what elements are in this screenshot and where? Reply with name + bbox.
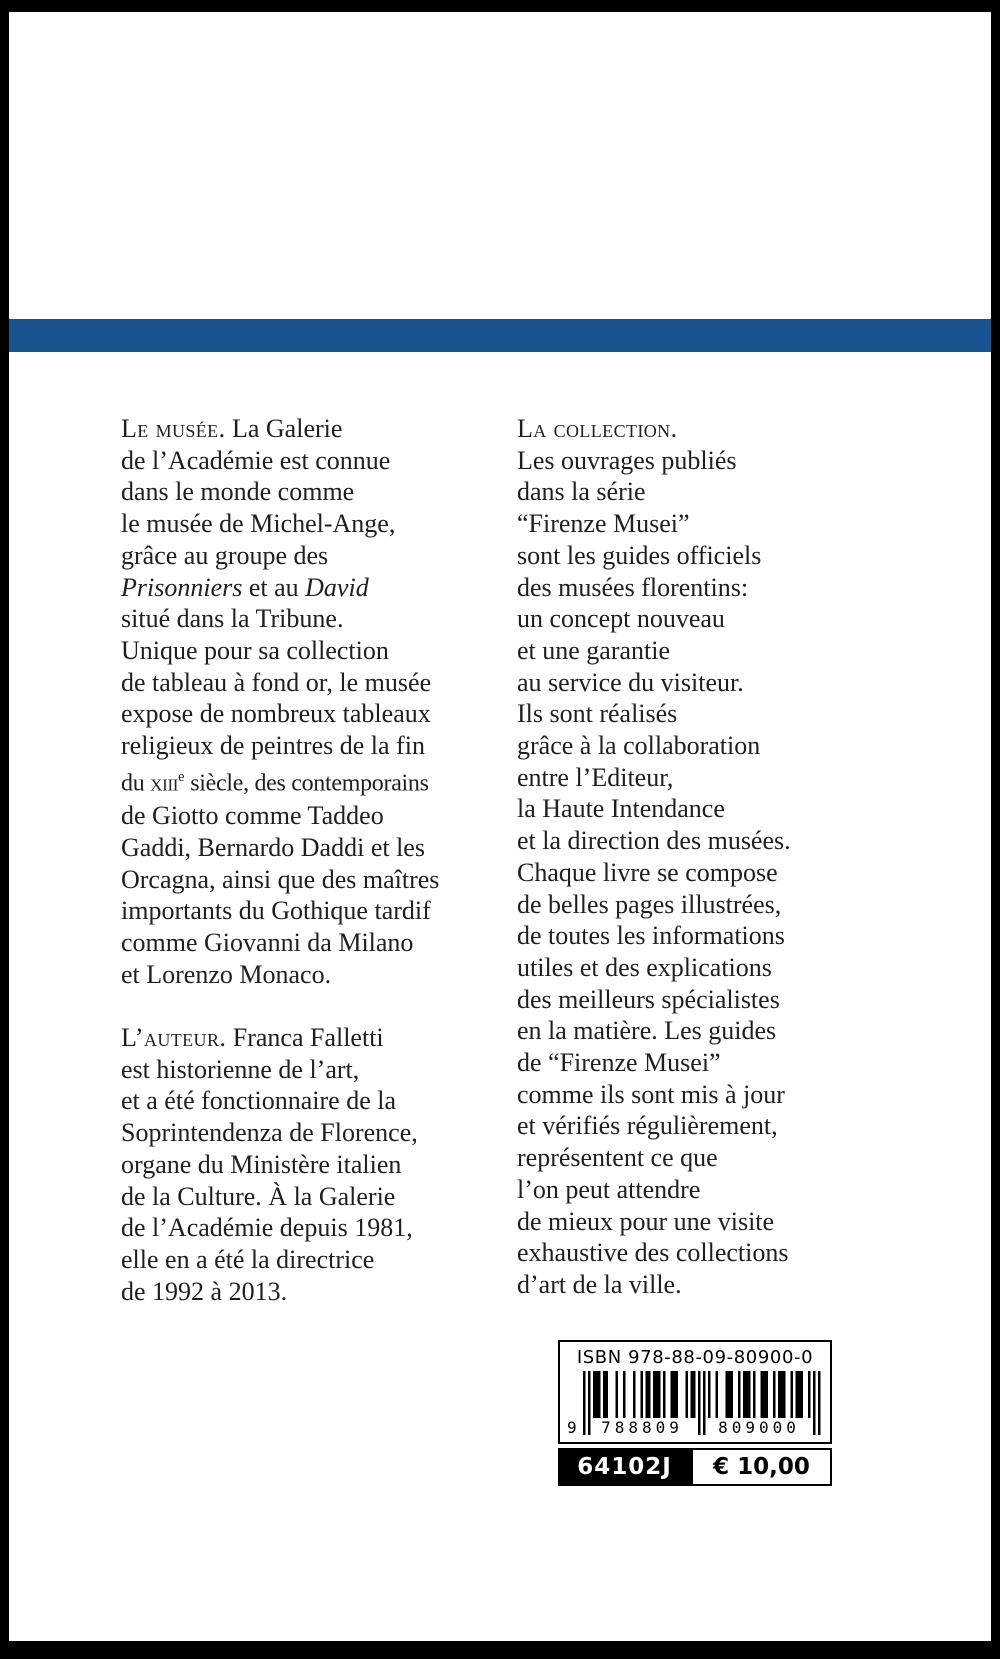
text-line: grâce au groupe des (121, 540, 329, 570)
paragraph-la-collection (517, 413, 857, 1301)
text-line: représentent ce que (517, 1143, 718, 1173)
text-line: Soprintendenza de Florence, (121, 1118, 418, 1148)
text-line: “Firenze Musei” (517, 509, 690, 539)
text-line: en la matière. Les guides (517, 1016, 777, 1046)
text-line: importants du Gothique tardif (121, 896, 431, 926)
right-text-column (517, 413, 857, 1301)
text-line: des musées florentins: (517, 572, 749, 602)
text-line: d’art de la ville. (517, 1269, 682, 1299)
text-line: de “Firenze Musei” (517, 1048, 721, 1078)
paragraph-le-musee (121, 413, 511, 990)
text-line: religieux de peintres de la fin (121, 731, 425, 761)
text-line: de tableau à fond or, le musée (121, 667, 432, 697)
text-line: de mieux pour une visite (517, 1206, 775, 1236)
text-line: de belles pages illustrées, (517, 889, 782, 919)
text-line: et a été fonctionnaire de la (121, 1086, 397, 1116)
price-row (558, 1448, 832, 1486)
text-line: Prisonniers et au David (121, 572, 369, 602)
text-line: Chaque livre se compose (517, 857, 778, 887)
text-line: elle en a été la directrice (121, 1244, 375, 1274)
text-line: utiles et des explications (517, 952, 772, 982)
text-line: situé dans la Tribune. (121, 604, 344, 634)
barcode-digits-left: 788809 (591, 1418, 693, 1437)
paragraph-l-auteur (121, 1022, 511, 1307)
barcode-digit-first: 9 (567, 1418, 577, 1437)
ean13-barcode (569, 1371, 821, 1435)
text-line: exhaustive des collections (517, 1238, 789, 1268)
text-line: est historienne de l’art, (121, 1054, 360, 1084)
left-text-column (121, 413, 511, 1307)
text-line: de l’Académie est connue (121, 445, 391, 475)
text-line: dans le monde comme (121, 477, 355, 507)
text-line: et vérifiés régulièrement, (517, 1111, 778, 1141)
text-line: sont les guides officiels (517, 540, 762, 570)
text-line: Orcagna, ainsi que des maîtres (121, 864, 440, 894)
text-line: L’auteur. Franca Falletti (121, 1023, 384, 1052)
isbn-number: ISBN 978-88-09-80900-0 (576, 1347, 814, 1368)
text-line: Gaddi, Bernardo Daddi et les (121, 832, 425, 862)
text-line: Unique pour sa collection (121, 635, 389, 665)
text-line: expose de nombreux tableaux (121, 699, 431, 729)
text-line: des meilleurs spécialistes (517, 984, 780, 1014)
text-line: au service du visiteur. (517, 667, 744, 697)
text-line: La collection. (517, 414, 678, 443)
text-line: entre l’Editeur, (517, 762, 674, 792)
text-line: de l’Académie depuis 1981, (121, 1213, 413, 1243)
text-line: organe du Ministère italien (121, 1149, 402, 1179)
edition-code-label: 64102J (558, 1448, 691, 1486)
text-line: Ils sont réalisés (517, 699, 678, 729)
price-label: € 10,00 (691, 1448, 832, 1486)
isbn-barcode-box (558, 1340, 832, 1444)
text-line: le musée de Michel-Ange, (121, 509, 396, 539)
text-line: et la direction des musées. (517, 826, 791, 856)
text-line: comme ils sont mis à jour (517, 1079, 785, 1109)
book-back-cover (9, 12, 991, 1641)
text-line: un concept nouveau (517, 604, 725, 634)
text-line: et Lorenzo Monaco. (121, 959, 332, 989)
text-line: de toutes les informations (517, 921, 785, 951)
text-line: et une garantie (517, 635, 671, 665)
blue-stripe (9, 319, 991, 352)
text-line: dans la série (517, 477, 646, 507)
text-line: comme Giovanni da Milano (121, 927, 414, 957)
text-line: de 1992 à 2013. (121, 1276, 288, 1306)
text-line: de la Culture. À la Galerie (121, 1181, 396, 1211)
text-line: l’on peut attendre (517, 1174, 701, 1204)
barcode-digits-right: 809000 (708, 1418, 810, 1437)
text-line: du xiii$^e$ siècle, des contemporains (121, 768, 429, 797)
text-line: Les ouvrages publiés (517, 445, 737, 475)
text-line: grâce à la collaboration (517, 731, 761, 761)
text-line: la Haute Intendance (517, 794, 725, 824)
text-line: Le musée. La Galerie (121, 414, 343, 443)
text-line: de Giotto comme Taddeo (121, 801, 384, 831)
